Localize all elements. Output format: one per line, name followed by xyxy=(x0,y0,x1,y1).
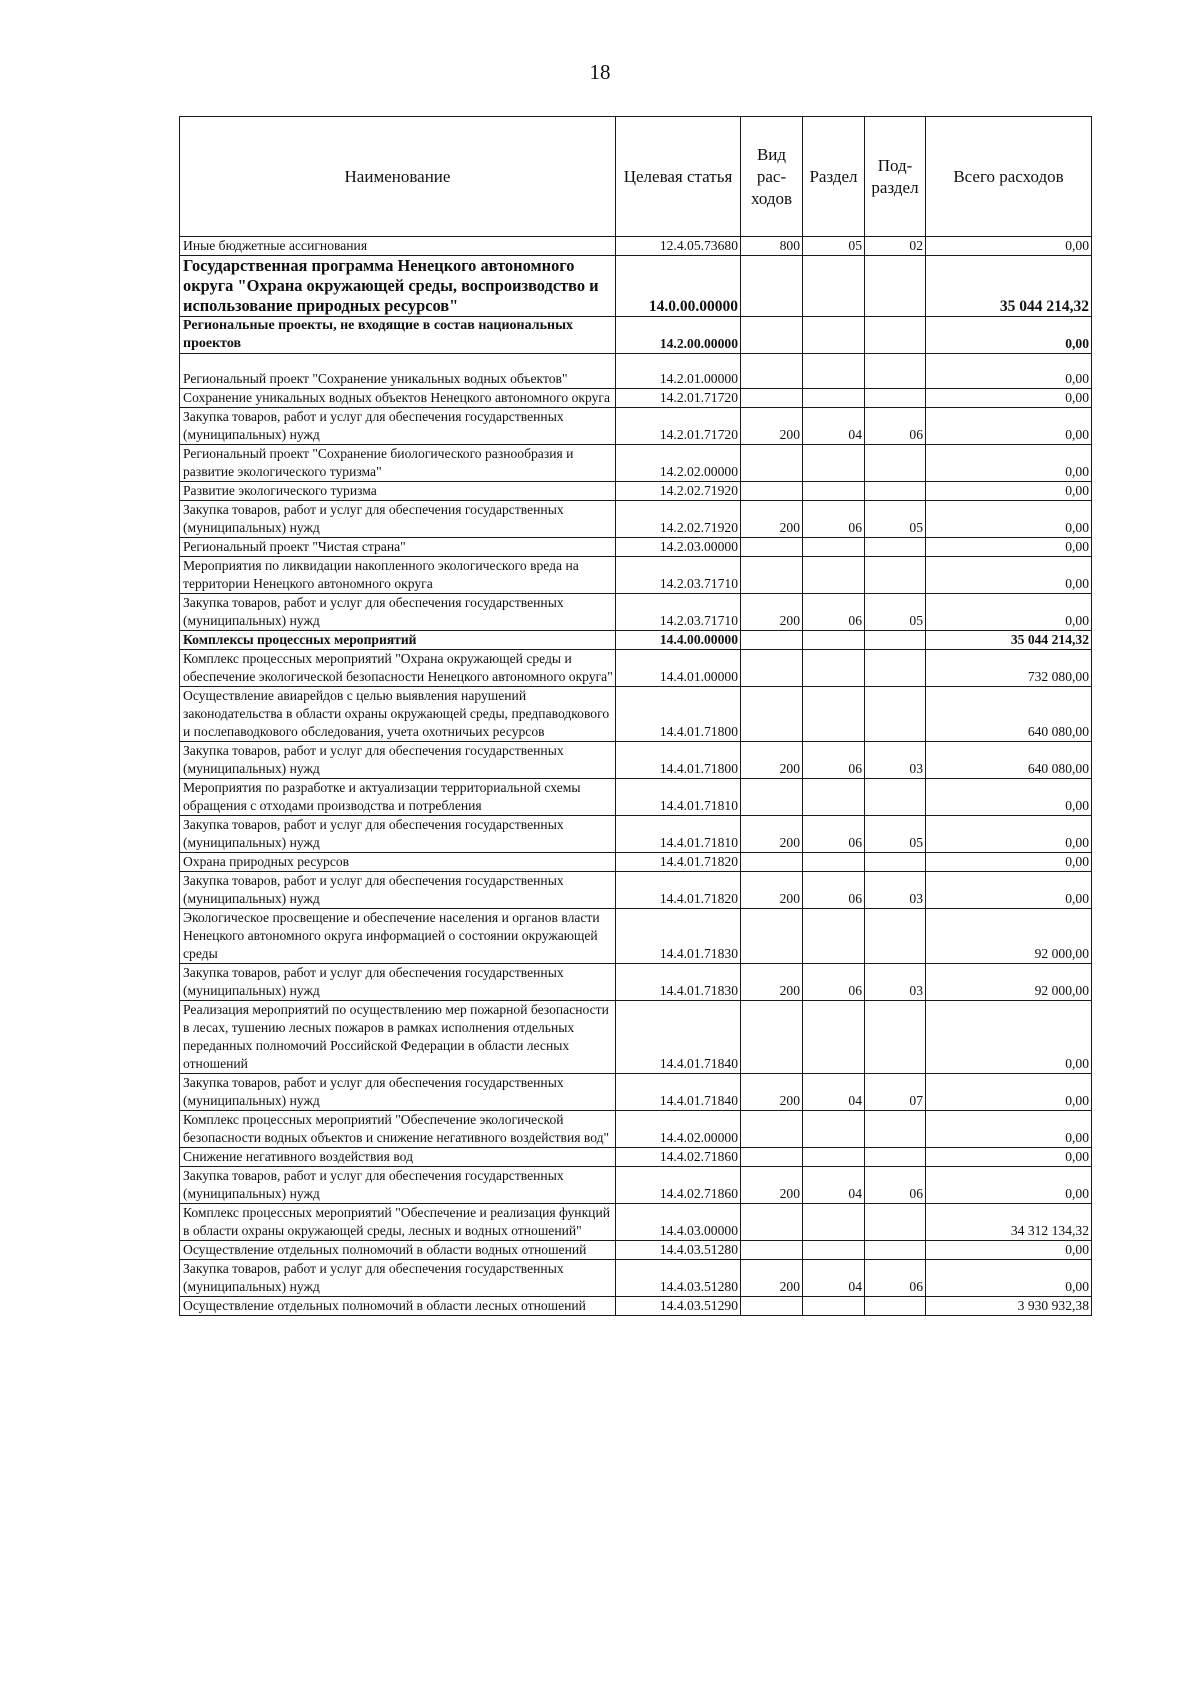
cell-section: 06 xyxy=(803,501,865,538)
table-row xyxy=(180,389,1092,408)
cell-subsection xyxy=(865,687,926,742)
cell-subsection xyxy=(865,1204,926,1241)
table-row xyxy=(180,501,1092,538)
table-row xyxy=(180,779,1092,816)
cell-type xyxy=(741,687,803,742)
cell-subsection: 05 xyxy=(865,501,926,538)
cell-total: 0,00 xyxy=(926,237,1092,256)
cell-name: Реализация мероприятий по осуществлению мер пожарной безопасности в лесах, тушению лесных пожаров в рамках исполнения отдельных переданных полномочий Российской Федерации в области лесных отношений xyxy=(180,1001,616,1074)
cell-total: 0,00 xyxy=(926,1167,1092,1204)
table-row xyxy=(180,317,1092,354)
cell-type: 200 xyxy=(741,1167,803,1204)
cell-target: 14.4.02.71860 xyxy=(616,1148,741,1167)
cell-section xyxy=(803,389,865,408)
cell-target: 14.4.01.71830 xyxy=(616,909,741,964)
cell-name: Экологическое просвещение и обеспечение населения и органов власти Ненецкого автономного округа информацией о состоянии окружающей среды xyxy=(180,909,616,964)
cell-type xyxy=(741,1297,803,1316)
cell-target: 12.4.05.73680 xyxy=(616,237,741,256)
cell-name: Закупка товаров, работ и услуг для обеспечения государственных (муниципальных) нужд xyxy=(180,1260,616,1297)
cell-section: 06 xyxy=(803,594,865,631)
table-row xyxy=(180,482,1092,501)
cell-type xyxy=(741,389,803,408)
cell-name: Закупка товаров, работ и услуг для обеспечения государственных (муниципальных) нужд xyxy=(180,872,616,909)
cell-target: 14.2.02.00000 xyxy=(616,445,741,482)
cell-subsection xyxy=(865,650,926,687)
cell-target: 14.4.01.71820 xyxy=(616,853,741,872)
cell-target: 14.4.03.51290 xyxy=(616,1297,741,1316)
cell-type: 200 xyxy=(741,501,803,538)
cell-total: 92 000,00 xyxy=(926,964,1092,1001)
cell-total: 0,00 xyxy=(926,354,1092,389)
cell-type xyxy=(741,482,803,501)
cell-subsection: 03 xyxy=(865,964,926,1001)
cell-name: Закупка товаров, работ и услуг для обеспечения государственных (муниципальных) нужд xyxy=(180,742,616,779)
cell-section xyxy=(803,1241,865,1260)
cell-name: Региональный проект "Сохранение биологического разнообразия и развитие экологического туризма" xyxy=(180,445,616,482)
table-row xyxy=(180,445,1092,482)
cell-target: 14.2.02.71920 xyxy=(616,482,741,501)
cell-type xyxy=(741,354,803,389)
cell-type xyxy=(741,1111,803,1148)
cell-name: Осуществление отдельных полномочий в области водных отношений xyxy=(180,1241,616,1260)
cell-section xyxy=(803,1204,865,1241)
table-row xyxy=(180,594,1092,631)
cell-section xyxy=(803,1001,865,1074)
header-type-line3: ходов xyxy=(750,188,793,208)
cell-type xyxy=(741,1148,803,1167)
cell-section: 04 xyxy=(803,1167,865,1204)
cell-section xyxy=(803,538,865,557)
cell-section: 06 xyxy=(803,816,865,853)
cell-name: Комплексы процессных мероприятий xyxy=(180,631,616,650)
cell-total: 732 080,00 xyxy=(926,650,1092,687)
cell-type: 200 xyxy=(741,816,803,853)
cell-section xyxy=(803,317,865,354)
cell-subsection xyxy=(865,482,926,501)
cell-total: 0,00 xyxy=(926,1074,1092,1111)
cell-name: Государственная программа Ненецкого автономного округа "Охрана окружающей среды, воспроизводство и использование природных ресурсов" xyxy=(180,256,616,317)
header-type-line1: Вид xyxy=(756,144,787,164)
cell-section: 04 xyxy=(803,408,865,445)
cell-type: 200 xyxy=(741,742,803,779)
cell-name: Мероприятия по ликвидации накопленного экологического вреда на территории Ненецкого автономного округа xyxy=(180,557,616,594)
cell-subsection xyxy=(865,445,926,482)
budget-table xyxy=(179,116,1092,1316)
cell-target: 14.4.01.71800 xyxy=(616,742,741,779)
cell-name: Комплекс процессных мероприятий "Обеспечение и реализация функций в области охраны окружающей среды, лесных и водных отношений" xyxy=(180,1204,616,1241)
cell-total: 35 044 214,32 xyxy=(926,256,1092,317)
header-total: Всего расходов xyxy=(926,117,1092,237)
cell-subsection: 07 xyxy=(865,1074,926,1111)
cell-type xyxy=(741,538,803,557)
cell-total: 0,00 xyxy=(926,1148,1092,1167)
cell-total: 0,00 xyxy=(926,557,1092,594)
cell-total: 3 930 932,38 xyxy=(926,1297,1092,1316)
table-row xyxy=(180,687,1092,742)
cell-target: 14.2.03.71710 xyxy=(616,594,741,631)
cell-target: 14.4.00.00000 xyxy=(616,631,741,650)
cell-name: Иные бюджетные ассигнования xyxy=(180,237,616,256)
cell-target: 14.2.03.00000 xyxy=(616,538,741,557)
cell-type xyxy=(741,631,803,650)
table-header xyxy=(180,117,1092,237)
cell-target: 14.2.03.71710 xyxy=(616,557,741,594)
table-row xyxy=(180,650,1092,687)
table-row xyxy=(180,1167,1092,1204)
cell-subsection xyxy=(865,389,926,408)
table-row xyxy=(180,853,1092,872)
header-name: Наименование xyxy=(180,117,616,237)
cell-type xyxy=(741,853,803,872)
cell-subsection xyxy=(865,1241,926,1260)
cell-target: 14.4.03.00000 xyxy=(616,1204,741,1241)
cell-subsection: 06 xyxy=(865,1167,926,1204)
cell-subsection xyxy=(865,1297,926,1316)
cell-section xyxy=(803,482,865,501)
cell-section: 06 xyxy=(803,964,865,1001)
cell-target: 14.4.01.71800 xyxy=(616,687,741,742)
cell-target: 14.0.00.00000 xyxy=(616,256,741,317)
cell-section: 05 xyxy=(803,237,865,256)
table-row xyxy=(180,631,1092,650)
table-row xyxy=(180,816,1092,853)
cell-section xyxy=(803,1297,865,1316)
cell-type: 200 xyxy=(741,1074,803,1111)
cell-name: Мероприятия по разработке и актуализации территориальной схемы обращения с отходами производства и потребления xyxy=(180,779,616,816)
cell-section xyxy=(803,557,865,594)
cell-subsection: 05 xyxy=(865,594,926,631)
cell-subsection xyxy=(865,631,926,650)
cell-name: Закупка товаров, работ и услуг для обеспечения государственных (муниципальных) нужд xyxy=(180,594,616,631)
cell-total: 92 000,00 xyxy=(926,909,1092,964)
cell-subsection xyxy=(865,354,926,389)
cell-subsection xyxy=(865,317,926,354)
table-row xyxy=(180,1148,1092,1167)
table-row xyxy=(180,557,1092,594)
cell-total: 640 080,00 xyxy=(926,742,1092,779)
cell-target: 14.4.01.71810 xyxy=(616,816,741,853)
cell-section xyxy=(803,631,865,650)
cell-name: Закупка товаров, работ и услуг для обеспечения государственных (муниципальных) нужд xyxy=(180,816,616,853)
cell-target: 14.2.01.00000 xyxy=(616,354,741,389)
table-row xyxy=(180,1111,1092,1148)
cell-target: 14.2.01.71720 xyxy=(616,389,741,408)
cell-subsection: 02 xyxy=(865,237,926,256)
cell-section xyxy=(803,909,865,964)
cell-target: 14.4.01.71840 xyxy=(616,1074,741,1111)
cell-total: 640 080,00 xyxy=(926,687,1092,742)
cell-total: 0,00 xyxy=(926,538,1092,557)
cell-total: 0,00 xyxy=(926,501,1092,538)
cell-subsection: 03 xyxy=(865,872,926,909)
cell-total: 0,00 xyxy=(926,389,1092,408)
cell-target: 14.4.02.00000 xyxy=(616,1111,741,1148)
cell-subsection: 03 xyxy=(865,742,926,779)
cell-type xyxy=(741,557,803,594)
table-row xyxy=(180,1297,1092,1316)
cell-name: Снижение негативного воздействия вод xyxy=(180,1148,616,1167)
table-row xyxy=(180,1074,1092,1111)
cell-target: 14.4.01.71820 xyxy=(616,872,741,909)
cell-target: 14.4.03.51280 xyxy=(616,1260,741,1297)
cell-target: 14.2.02.71920 xyxy=(616,501,741,538)
table-row xyxy=(180,742,1092,779)
cell-section: 06 xyxy=(803,742,865,779)
cell-total: 0,00 xyxy=(926,594,1092,631)
cell-type xyxy=(741,650,803,687)
table-row xyxy=(180,538,1092,557)
cell-name: Региональный проект "Сохранение уникальных водных объектов" xyxy=(180,354,616,389)
table-row xyxy=(180,964,1092,1001)
cell-type xyxy=(741,1001,803,1074)
cell-section: 06 xyxy=(803,872,865,909)
cell-section: 04 xyxy=(803,1074,865,1111)
table-row xyxy=(180,1260,1092,1297)
table-row xyxy=(180,1001,1092,1074)
table-row xyxy=(180,408,1092,445)
cell-total: 0,00 xyxy=(926,317,1092,354)
cell-target: 14.4.01.71830 xyxy=(616,964,741,1001)
cell-subsection xyxy=(865,1111,926,1148)
cell-subsection xyxy=(865,779,926,816)
cell-total: 0,00 xyxy=(926,779,1092,816)
cell-name: Охрана природных ресурсов xyxy=(180,853,616,872)
cell-subsection xyxy=(865,909,926,964)
page-number: 18 xyxy=(589,60,611,84)
cell-subsection xyxy=(865,853,926,872)
header-section: Раздел xyxy=(803,117,865,237)
header-subsection xyxy=(865,117,926,237)
cell-target: 14.4.01.71840 xyxy=(616,1001,741,1074)
cell-total: 0,00 xyxy=(926,1001,1092,1074)
cell-total: 0,00 xyxy=(926,1241,1092,1260)
header-subsection-line1: Под- xyxy=(877,155,913,175)
cell-type xyxy=(741,779,803,816)
cell-subsection: 06 xyxy=(865,408,926,445)
cell-name: Региональный проект "Чистая страна" xyxy=(180,538,616,557)
cell-type: 200 xyxy=(741,872,803,909)
cell-name: Осуществление авиарейдов с целью выявления нарушений законодательства в области охраны окружающей среды, предпаводкового и послепаводкового обследования, учета охотничьих ресурсов xyxy=(180,687,616,742)
cell-total: 35 044 214,32 xyxy=(926,631,1092,650)
cell-name: Закупка товаров, работ и услуг для обеспечения государственных (муниципальных) нужд xyxy=(180,408,616,445)
cell-section xyxy=(803,853,865,872)
cell-target: 14.2.01.71720 xyxy=(616,408,741,445)
header-target: Целевая статья xyxy=(616,117,741,237)
table-row xyxy=(180,237,1092,256)
header-type xyxy=(741,117,803,237)
table-body xyxy=(180,237,1092,1316)
cell-total: 0,00 xyxy=(926,816,1092,853)
cell-section: 04 xyxy=(803,1260,865,1297)
header-row xyxy=(180,117,1092,237)
cell-section xyxy=(803,256,865,317)
cell-name: Закупка товаров, работ и услуг для обеспечения государственных (муниципальных) нужд xyxy=(180,501,616,538)
cell-target: 14.4.02.71860 xyxy=(616,1167,741,1204)
cell-type xyxy=(741,256,803,317)
cell-subsection: 05 xyxy=(865,816,926,853)
table-row xyxy=(180,1204,1092,1241)
cell-total: 0,00 xyxy=(926,482,1092,501)
cell-type: 800 xyxy=(741,237,803,256)
cell-subsection xyxy=(865,538,926,557)
cell-subsection xyxy=(865,1148,926,1167)
cell-subsection: 06 xyxy=(865,1260,926,1297)
cell-target: 14.4.01.71810 xyxy=(616,779,741,816)
cell-section xyxy=(803,1148,865,1167)
cell-subsection xyxy=(865,557,926,594)
table-row xyxy=(180,872,1092,909)
cell-name: Развитие экологического туризма xyxy=(180,482,616,501)
table-row xyxy=(180,1241,1092,1260)
cell-type xyxy=(741,909,803,964)
cell-section xyxy=(803,1111,865,1148)
cell-total: 0,00 xyxy=(926,1260,1092,1297)
cell-name: Сохранение уникальных водных объектов Ненецкого автономного округа xyxy=(180,389,616,408)
cell-name: Закупка товаров, работ и услуг для обеспечения государственных (муниципальных) нужд xyxy=(180,964,616,1001)
cell-type xyxy=(741,445,803,482)
cell-name: Комплекс процессных мероприятий "Обеспечение экологической безопасности водных объектов и снижение негативного воздействия вод" xyxy=(180,1111,616,1148)
cell-type: 200 xyxy=(741,1260,803,1297)
table-row xyxy=(180,256,1092,317)
cell-total: 0,00 xyxy=(926,1111,1092,1148)
cell-type xyxy=(741,317,803,354)
cell-target: 14.4.01.00000 xyxy=(616,650,741,687)
cell-total: 0,00 xyxy=(926,445,1092,482)
cell-section xyxy=(803,445,865,482)
cell-total: 0,00 xyxy=(926,408,1092,445)
cell-subsection xyxy=(865,1001,926,1074)
cell-type xyxy=(741,1204,803,1241)
cell-section xyxy=(803,650,865,687)
cell-target: 14.2.00.00000 xyxy=(616,317,741,354)
cell-subsection xyxy=(865,256,926,317)
cell-section xyxy=(803,354,865,389)
cell-total: 0,00 xyxy=(926,872,1092,909)
cell-name: Закупка товаров, работ и услуг для обеспечения государственных (муниципальных) нужд xyxy=(180,1074,616,1111)
cell-name: Закупка товаров, работ и услуг для обеспечения государственных (муниципальных) нужд xyxy=(180,1167,616,1204)
cell-type: 200 xyxy=(741,964,803,1001)
cell-section xyxy=(803,687,865,742)
cell-type: 200 xyxy=(741,408,803,445)
table-row xyxy=(180,909,1092,964)
header-type-line2: рас- xyxy=(756,166,787,186)
cell-total: 34 312 134,32 xyxy=(926,1204,1092,1241)
header-subsection-line2: раздел xyxy=(871,177,919,197)
cell-total: 0,00 xyxy=(926,853,1092,872)
table-row xyxy=(180,354,1092,389)
cell-name: Осуществление отдельных полномочий в области лесных отношений xyxy=(180,1297,616,1316)
cell-name: Комплекс процессных мероприятий "Охрана окружающей среды и обеспечение экологической безопасности Ненецкого автономного округа" xyxy=(180,650,616,687)
cell-type: 200 xyxy=(741,594,803,631)
cell-section xyxy=(803,779,865,816)
cell-name: Региональные проекты, не входящие в состав национальных проектов xyxy=(180,317,616,354)
cell-type xyxy=(741,1241,803,1260)
cell-target: 14.4.03.51280 xyxy=(616,1241,741,1260)
